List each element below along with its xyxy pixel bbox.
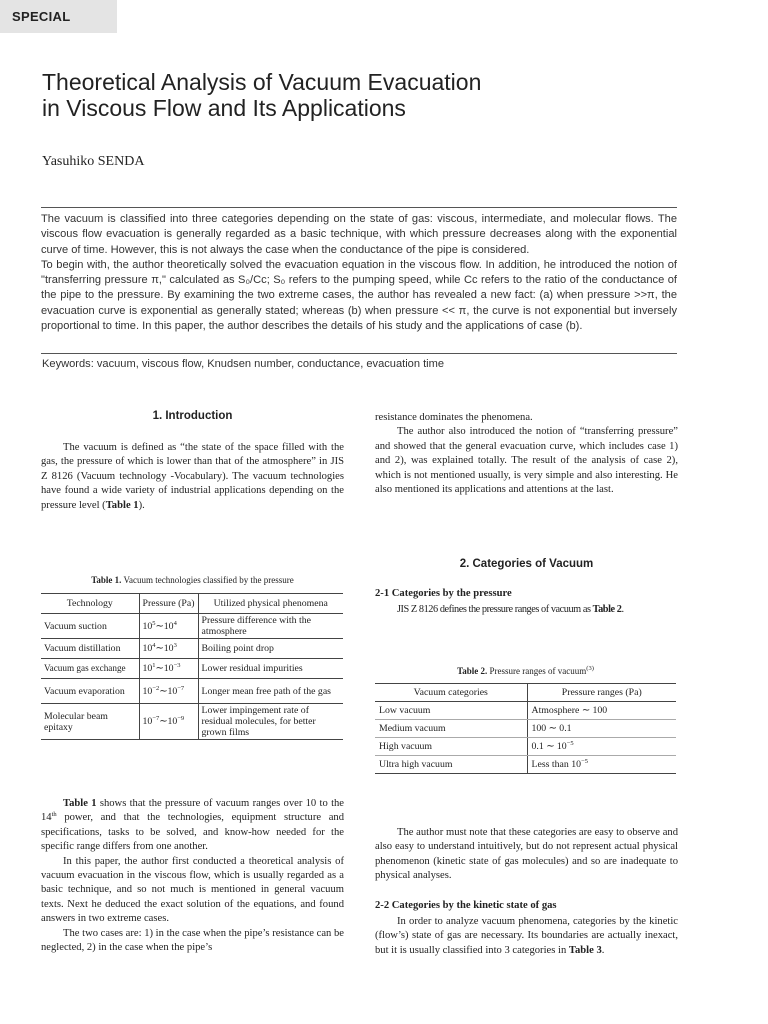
table-2-ref[interactable]: Table 2 [592,604,622,615]
abstract [41,212,677,334]
table-cell: Lower impingement rate of residual molecules, for better grown films [198,704,343,740]
table-cell: Vacuum gas exchange [41,659,139,679]
table-cell: $10^{-2}\sim 10^{-7}$ [139,679,198,704]
table-1 [41,593,343,740]
section-2-heading: 2. Categories of Vacuum [459,558,594,570]
table-3-ref[interactable]: Table 3 [568,944,602,956]
table-row [375,756,676,774]
section-1-heading: 1. Introduction [152,410,233,422]
table-cell: Less than $10^{-5}$ [527,756,676,774]
table-cell: $10^4\sim 10^3$ [139,639,198,659]
subsection-2-1-heading: 2-1 Categories by the pressure [375,588,512,599]
table-row [41,614,343,639]
table-cell: Atmosphere ∼ 100 [527,702,676,720]
subsection-2-2-heading: 2-2 Categories by the kinetic state of gas [375,900,557,911]
table-cell: Vacuum evaporation [41,679,139,704]
abstract-paragraph-1: The vacuum is classified into three categories depending on the state of gas: viscous, intermediate, and molecular flows. The viscous flow evacuation is generally regarded as a basic technique, with which pressure decreases along with the exponential curve of time. However, this is not always the case when the conductance of the pipe is considered. [41,213,677,256]
table-cell: Vacuum distillation [41,639,139,659]
table-cell: $10^5\sim 10^4$ [139,614,198,639]
table-cell: Low vacuum [375,702,527,720]
section-tag: SPECIAL [0,0,117,33]
abstract-paragraph-2: To begin with, the author theoretically solved the evacuation equation in the viscous flow. In addition, he introduced the notion of "transferring pressure π," calculated as S₀/Cc; S₀ refers to the pumping speed, while Cc refers to the ratio of the conductance of the pipe to the pressure. By examining the two extreme cases, the author has revealed a new fact: (a) when pressure >>π, the evacuation curve is exponential as generally stated; whereas (b) when pressure << π, the curve is not exponential but inversely proportional to time. In this paper, the author describes the details of his study and the applications of case (b). [41,258,677,333]
table-cell: Ultra high vacuum [375,756,527,774]
table-cell: Lower residual impurities [198,659,343,679]
abstract-bottom-rule [41,353,677,354]
intro-paragraph-4: The two cases are: 1) in the case when the pipe’s resistance can be neglected, 2) in the case when the pipe’s [41,927,344,954]
table-cell: Pressure difference with the atmosphere [198,614,343,639]
table-2 [375,683,676,774]
paper-title [42,69,732,121]
table-row [375,738,676,756]
table-cell: High vacuum [375,738,527,756]
table-2-caption-label: Table 2. [457,666,488,676]
table-1-header: Technology [41,594,139,614]
table-row [41,639,343,659]
table-cell: 0.1 ∼ $10^{-5}$ [527,738,676,756]
table-1-ref[interactable]: Table 1 [63,798,97,809]
table-2-caption: Table 2. Pressure ranges of vacuum$^{(3)}$ [457,665,594,676]
table-row [375,720,676,738]
table-row [375,702,676,720]
table-cell: Molecular beam epitaxy [41,704,139,740]
intro-continued [375,411,678,497]
table-1-caption [41,575,344,585]
subsection-2-1-text: JIS Z 8126 defines the pressure ranges of vacuum as Table 2. [397,604,624,615]
table-cell: $10^1\sim 10^{-3}$ [139,659,198,679]
table-cell: Medium vacuum [375,720,527,738]
intro-paragraph-3: In this paper, the author first conducted a theoretical analysis of vacuum evacuation in the viscous flow, which is usually regarded as a basic technique, and so not much is mentioned in general vacuum texts. Next he deduced the exact solution of the equations, and found answers in two extreme cases. [41,855,344,925]
table-1-header: Pressure (Pa) [139,594,198,614]
table-2-header: Pressure ranges (Pa) [527,684,676,702]
table-1-caption-label: Table 1. [91,575,122,585]
abstract-top-rule [41,207,677,208]
intro-p1-end: ). [138,499,145,511]
intro-p1-text: The vacuum is defined as “the state of the space filled with the gas, the pressure of which is lower than that of the atmosphere” in JIS Z 8126 (Vacuum technology -Vocabulary). The vacuum technologies have found a wide variety of industrial applications depending on the pressure level ( [41,442,344,511]
table-1-ref[interactable]: Table 1 [105,499,139,511]
table-1-header: Utilized physical phenomena [198,594,343,614]
table-cell: Longer mean free path of the gas [198,679,343,704]
author-name: Yasuhiko SENDA [42,154,145,169]
section-2-1-note: The author must note that these categories are easy to observe and also easy to understand intuitively, but do not represent actual physical phenomenon (kinetic state of gas molecules) and so are inadequate to physical analyses. [375,827,678,882]
table-cell: Boiling point drop [198,639,343,659]
intro-paragraph-2: Table 1 shows that the pressure of vacuum ranges over 10 to the 14th power, and that the technologies, equipment structure and specifications, tasks to be solved, and know-how needed for the specific range differs from one another. In this paper, the author first conducted a theoretical analysis of vacuum evacuation in the viscous flow, which is usually regarded as a basic technique, and so not much is mentioned in general vacuum texts. Next he deduced the exact solution of the equations, and found answers in two extreme cases. The two cases are: 1) in the case when the pipe’s resistance can be neglected, 2) in the case when the pipe’s [41,797,344,955]
title-line-1: Theoretical Analysis of Vacuum Evacuation [42,69,482,95]
intro-continued-p1: resistance dominates the phenomena. [375,412,533,423]
keywords: Keywords: vacuum, viscous flow, Knudsen number, conductance, evacuation time [42,358,445,370]
table-row [41,704,343,740]
table-cell: 100 ∼ 0.1 [527,720,676,738]
table-1-header-row [41,594,343,614]
table-2-caption-text: Pressure ranges of vacuum [489,666,587,676]
intro-paragraph-1 [41,441,344,513]
table-cell: Vacuum suction [41,614,139,639]
table-cell: $10^{-7}\sim 10^{-9}$ [139,704,198,740]
table-row [41,679,343,704]
table-1-caption-text: Vacuum technologies classified by the pressure [123,575,294,585]
table-2-header: Vacuum categories [375,684,527,702]
subsection-2-2-text: In order to analyze vacuum phenomena, categories by the kinetic (flow’s) state of gas are necessary. Its boundaries are actually inexact, but it is usually classified into 3 categories in Table 3. [375,916,678,956]
table-2-header-row [375,684,676,702]
intro-continued-p2: The author also introduced the notion of “transferring pressure” and showed that the general evacuation curve, which includes case 1) and 2), was explained totally. The result of the analysis of case 2), which is not mentioned usually, is very simple and also interesting. He also mentioned its applications and attentions at the last. [375,426,678,496]
table-row [41,659,343,679]
title-line-2: in Viscous Flow and Its Applications [42,95,406,121]
